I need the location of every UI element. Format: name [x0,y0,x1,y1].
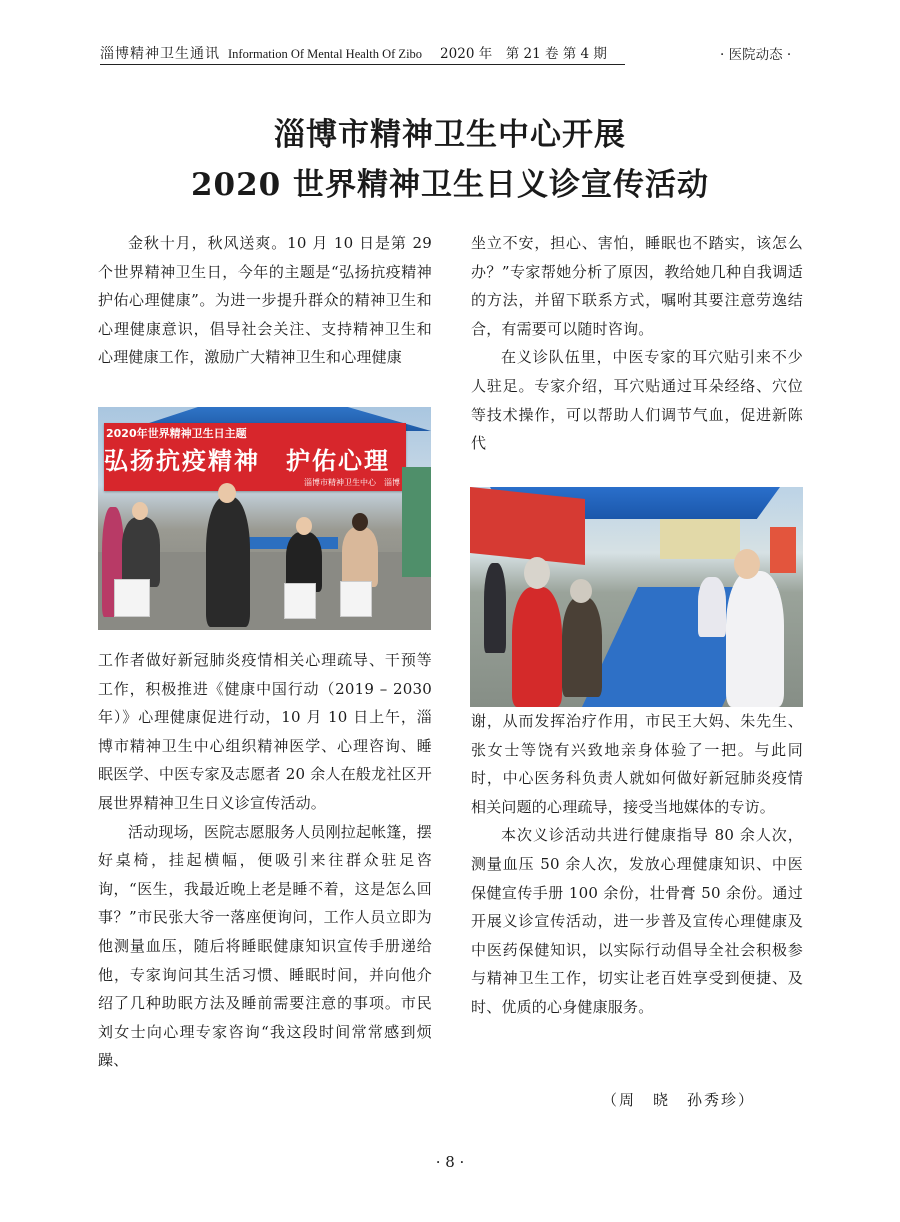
banner-theme: 2020年世界精神卫生日主题 [106,427,247,440]
doctor [698,577,726,637]
head [218,483,236,503]
banner-slogan: 弘扬抗疫精神 护佑心理 [104,447,390,475]
red-banner [470,487,585,565]
person [206,497,250,627]
article-title [0,110,900,210]
head [352,513,368,531]
person [122,517,160,587]
column-2-bottom [471,707,803,1022]
sign-board [770,527,796,573]
chair [340,581,372,617]
paragraph-3: 在义诊队伍里，中医专家的耳穴贴引来不少人驻足。专家介绍，耳穴贴通过耳朵经络、穴位等技术操作，可以帮助人们调节气血，促进新陈代 [471,348,803,453]
paragraph-2: 活动现场，医院志愿服务人员刚拉起帐篷，摆好桌椅，挂起横幅，便吸引来往群众驻足咨询，“医生，我最近晚上老是睡不着，这是怎么回事？”市民张大爷一落座便询问，工作人员立即为他测量血压，随后将睡眠健康知识宣传手册递给他，专家询问其生活习惯、睡眠时间，并向他介绍了几种助眠方法及睡前需要注意的事项。市民刘女士向心理专家咨询“我这段时间常常感到烦躁、 [98,822,433,1070]
issue-info: 2020 年 第 21 卷 第 4 期 [440,46,607,62]
column-2-top [471,229,803,458]
title-line-1: 淄博市精神卫生中心开展 [274,117,626,153]
person [562,597,602,697]
head [132,502,148,520]
paragraph-4: 本次义诊活动共进行健康指导 80 余人次，测量血压 50 余人次，发放心理健康知识、中医保健宣传手册 100 余份，壮骨膏 50 余份。通过开展义诊宣传活动，进一步普及宣传心理健康及中医药保健知识，以实际行动倡导全社会积极参与精神卫生工作，切实让老百姓享受到便捷、及时、优质的心身健康服务。 [471,826,803,1016]
title-line-2: 2020 世界精神卫生日义诊宣传活动 [190,167,710,203]
tree [402,467,431,577]
chair [284,583,316,619]
author-credit: （周 晓 孙秀珍） [601,1091,755,1109]
event-photo-2 [470,487,803,707]
chair [114,579,150,617]
journal-name: 淄博精神卫生通讯 [100,46,220,62]
person [342,527,378,587]
event-banner [104,423,406,491]
event-photo-1 [98,407,431,630]
paragraph-3-continued: 谢，从而发挥治疗作用，市民王大妈、朱先生、张女士等饶有兴致地亲身体验了一把。与此同时，中心医务科负责人就如何做好新冠肺炎疫情相关问题的心理疏导，接受当地媒体的专访。 [471,712,803,816]
head [570,579,592,603]
paragraph-2-continued: 坐立不安，担心、害怕，睡眠也不踏实，该怎么办？”专家帮她分析了原因，教给她几种自我调适的方法，并留下联系方式，嘱咐其要注意劳逸结合，有需要可以随时咨询。 [471,234,803,338]
journal-name-en: Information Of Mental Health Of Zibo [228,47,423,61]
head [296,517,312,535]
paragraph-1: 金秋十月，秋风送爽。10 月 10 日是第 29 个世界精神卫生日，今年的主题是“弘扬抗疫精神护佑心理健康”。为进一步提升群众的精神卫生和心理健康意识，倡导社会关注、支持精神卫生和心理健康工作，激励广大精神卫生和心理健康 [98,234,432,367]
paragraph-1-continued: 工作者做好新冠肺炎疫情相关心理疏导、干预等工作，积极推进《健康中国行动（2019 – 2030 年）》心理健康促进行动，10 月 10 日上午，淄博市精神卫生中心组织精神医学、心理咨询、睡眠医学、中医专家及志愿者 20 余人在般龙社区开展世界精神卫生日义诊宣传活动。 [98,651,432,812]
running-header [100,42,625,65]
banner-organizer: 淄博市精神卫生中心 淄博 [304,478,400,487]
column-1-top [98,229,432,372]
section-tag: · 医院动态 · [720,47,792,63]
head [734,549,760,579]
column-1-bottom [98,646,432,1075]
doctor [726,571,784,707]
head [524,557,550,589]
page-number: · 8 · [435,1153,465,1171]
person [512,587,562,707]
person [484,563,506,653]
